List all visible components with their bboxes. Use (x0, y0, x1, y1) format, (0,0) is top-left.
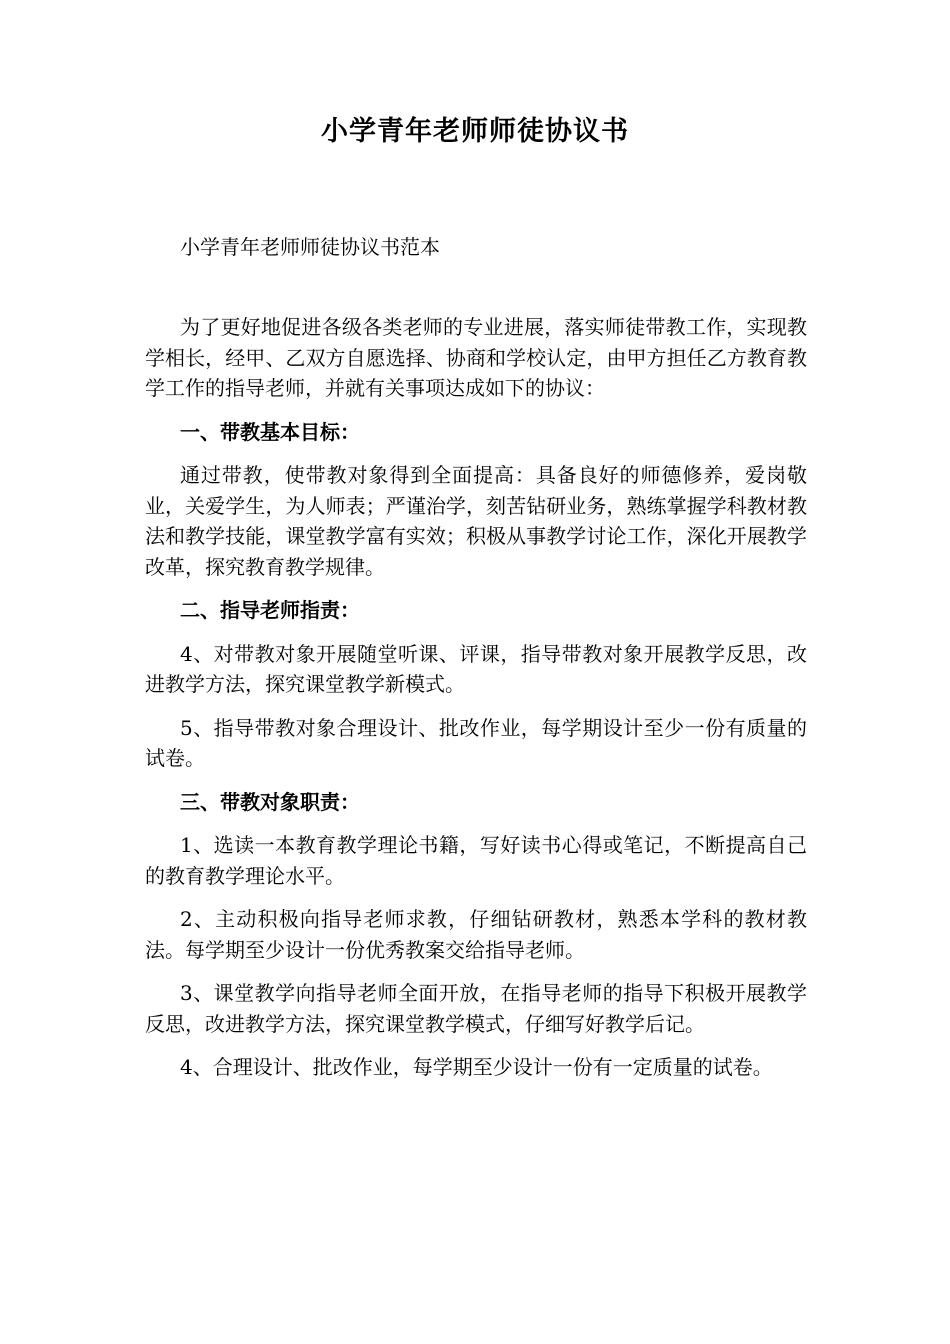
document-body (145, 312, 807, 1096)
section-heading: 二、指导老师指责： (180, 598, 360, 622)
document-subtitle: 小学青年老师师徒协议书范本 (180, 235, 440, 259)
section-paragraph: 5、指导带教对象合理设计、批改作业，每学期设计至少一份有质量的试卷。 (145, 715, 807, 770)
section-paragraph: 4、合理设计、批改作业，每学期至少设计一份有一定质量的试卷。 (180, 1055, 773, 1079)
document-title: 小学青年老师师徒协议书 (321, 116, 629, 147)
section-paragraph: 2、主动积极向指导老师求教，仔细钻研教材，熟悉本学科的教材教法。每学期至少设计一份优秀教案交给指导老师。 (145, 907, 807, 962)
section-paragraph: 1、选读一本教育教学理论书籍，写好读书心得或笔记，不断提高自己的教育教学理论水平。 (145, 833, 807, 888)
section-heading: 三、带教对象职责： (180, 789, 360, 814)
section-heading: 一、带教基本目标： (180, 419, 360, 444)
section-paragraph: 通过带教，使带教对象得到全面提高：具备良好的师德修养，爱岗敬业，关爱学生，为人师表；严谨治学，刻苦钻研业务，熟练掌握学科教材教法和教学技能，课堂教学富有实效；积极从事教学讨论工作，深化开展教学改革，探究教育教学规律。 (145, 463, 807, 579)
section-paragraph: 4、对带教对象开展随堂听课、评课，指导带教对象开展教学反思，改进教学方法，探究课堂教学新模式。 (145, 641, 807, 696)
intro-paragraph: 为了更好地促进各级各类老师的专业进展，落实师徒带教工作，实现教学相长，经甲、乙双方自愿选择、协商和学校认定，由甲方担任乙方教育教学工作的指导老师，并就有关事项达成如下的协议： (145, 315, 807, 400)
section-paragraph: 3、课堂教学向指导老师全面开放，在指导老师的指导下积极开展教学反思，改进教学方法，探究课堂教学模式，仔细写好教学后记。 (145, 981, 807, 1036)
